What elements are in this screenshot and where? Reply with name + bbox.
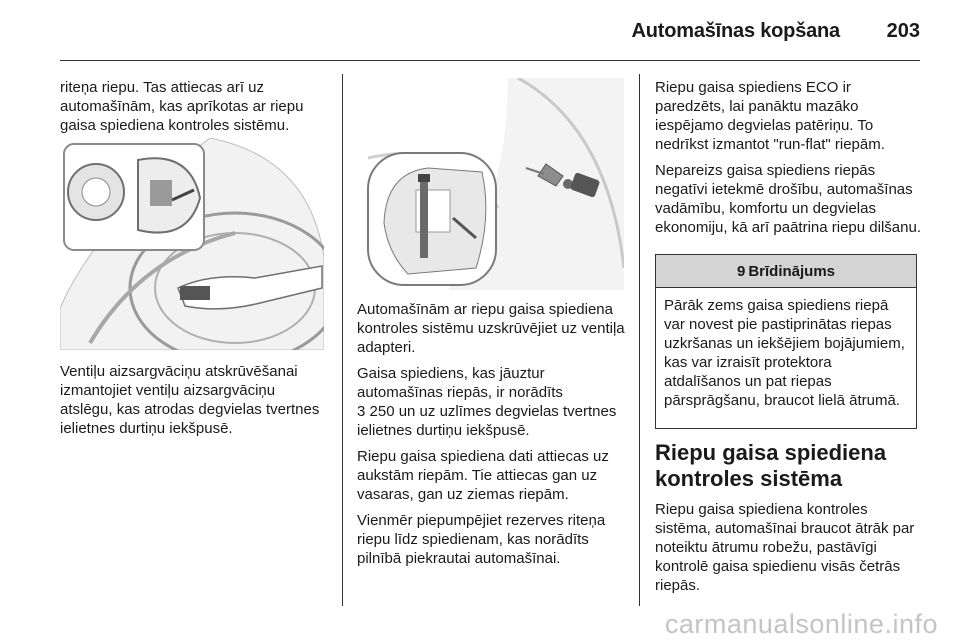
column2-paragraph-adapter: Automašīnām ar riepu gaisa spiediena kontroles sistēmu uzskrūvējiet uz ventiļa adapteri. — [357, 301, 625, 356]
valve-adapter-illustration — [358, 78, 624, 290]
column2-paragraph-pressure-reference — [357, 364, 627, 440]
header-title: Automašīnas kopšana — [631, 20, 840, 42]
warning-text: Pārāk zems gaisa spiediens riepā var novest pie pastiprinātas riepas uzkršanas un iekšējiem bojājumiem, kas var izraisīt protektora atdalīšanos un pat riepas pārsprāgšanu, braucot lielā ātrumā. — [664, 297, 905, 409]
column-1 — [60, 78, 330, 142]
warning-title: Brīdinājums — [748, 262, 836, 280]
column2-paragraph-spare-wheel: Vienmēr piepumpējiet rezerves riteņa riepu līdz spiedienam, kas norādīts pilnībā piekrautai automašīnai. — [357, 512, 606, 567]
warning-triangle-icon: 9 — [736, 262, 746, 280]
column2-p2-after: 250 un uz uzlīmes degvielas tvertnes ielietnes durtiņu iekšpusē. — [357, 403, 617, 439]
column-3 — [655, 78, 923, 244]
section-heading: Riepu gaisa spiediena kontroles sistēma — [655, 440, 887, 491]
column3-paragraph-eco: Riepu gaisa spiediens ECO ir paredzēts, lai panāktu mazāko iespējamo degvielas patēriņu. To nedrīkst izmantot "run-flat" riepām. — [655, 79, 885, 153]
section-paragraph: Riepu gaisa spiediena kontroles sistēma, automašīnai braucot ātrāk par noteiktu ātrumu robežu, pastāvīgi kontrolē gaisa spiedienu visās četrās riepās. — [655, 501, 915, 594]
column-2 — [357, 300, 627, 575]
warning-box — [655, 254, 917, 429]
column-divider-left — [342, 74, 343, 606]
column2-p2-before: Gaisa spiediens, kas jāuztur automašīnas riepās, ir norādīts — [357, 365, 563, 401]
column3-paragraph-incorrect-pressure: Nepareizs gaisa spiediens riepās negatīvi ietekmē drošību, automašīnas vadāmību, komfortu un degvielas ekonomiju, kā arī paātrina riepu dilšanu. — [655, 162, 921, 236]
valve-cap-wrench-illustration — [60, 138, 324, 350]
column1-paragraph: riteņa riepu. Tas attiecas arī uz automašīnām, kas aprīkotas ar riepu gaisa spiediena kontroles sistēmu. — [60, 79, 304, 134]
header-rule — [60, 60, 920, 61]
column-divider-right — [639, 74, 640, 606]
column2-paragraph-cold-tyres: Riepu gaisa spiediena dati attiecas uz aukstām riepām. Tie attiecas gan uz vasaras, gan uz ziemas riepām. — [357, 448, 609, 503]
column1-caption: Ventiļu aizsargvāciņu atskrūvēšanai izmantojiet ventiļu aizsargvāciņu atslēgu, kas atrodas degvielas tvertnes ielietnes durtiņu iekšpusē. — [60, 363, 320, 437]
warning-box-header — [656, 255, 916, 288]
page-reference-arrow-icon[interactable]: 3 — [357, 403, 366, 420]
page-number: 203 — [886, 20, 920, 42]
column-3-section — [655, 500, 923, 602]
column-1-caption — [60, 362, 330, 445]
watermark: carmanualsonline.info — [664, 609, 938, 639]
